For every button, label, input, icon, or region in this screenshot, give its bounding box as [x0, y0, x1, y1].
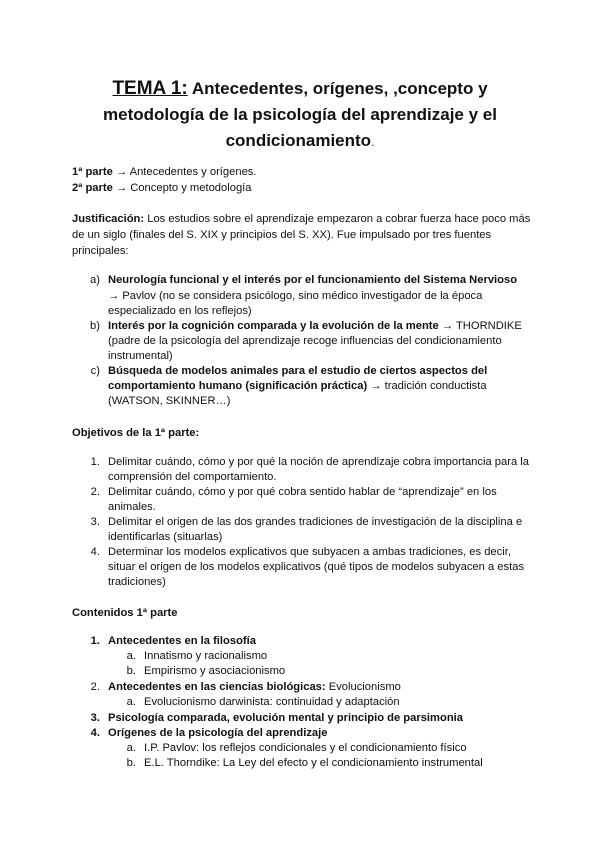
- objective-3-line1: Delimitar el origen de las dos grandes tradiciones de investigación de la disciplina e: [108, 516, 523, 528]
- content-2a-text: Evolucionismo darwinista: continuidad y adaptación: [144, 696, 400, 708]
- justification-text1: Los estudios sobre el aprendizaje empezaron a cobrar fuerza hace poco más: [144, 213, 531, 225]
- content-4-marker: 4.: [90, 727, 100, 739]
- objective-1-line1: Delimitar cuándo, cómo y por qué la noción de aprendizaje cobra importancia para la: [108, 456, 530, 468]
- objective-1-marker: 1.: [90, 456, 100, 468]
- source-c-rest: → tradición conductista: [367, 380, 487, 392]
- part-2-label: 2ª parte: [72, 182, 113, 194]
- title-dot: .: [371, 135, 375, 149]
- source-a-line3: especializado en los reflejos): [108, 305, 252, 317]
- part-1-text: → Antecedentes y orígenes.: [112, 166, 257, 178]
- contents-heading: Contenidos 1ª parte: [72, 607, 178, 619]
- source-c-bold2: comportamiento humano (significación práctica): [108, 380, 368, 392]
- content-2-bold: Antecedentes en las ciencias biológicas:: [108, 681, 326, 693]
- content-2-marker: 2.: [90, 681, 100, 693]
- part-2: [72, 181, 252, 196]
- justification-label: Justificación:: [72, 213, 145, 225]
- content-1b-text: Empirismo y asociacionismo: [144, 665, 286, 677]
- content-4a-text: I.P. Pavlov: los reflejos condicionales y el condicionamiento físico: [144, 742, 467, 754]
- source-a-line2: → Pavlov (no se considera psicólogo, sino médico investigador de la época: [108, 290, 483, 302]
- title-line3: condicionamiento: [225, 131, 372, 150]
- content-2a-marker: a.: [126, 696, 136, 708]
- source-b-line3: instrumental): [108, 350, 173, 362]
- content-4a-marker: a.: [126, 742, 136, 754]
- objective-4-line2: situar el origen de los modelos explicativos (qué tipos de modelos subyacen a estas: [108, 561, 525, 573]
- source-b-line1: [108, 319, 522, 334]
- part-1-label: 1ª parte: [72, 166, 113, 178]
- title-line2: metodología de la psicología del aprendizaje y el: [103, 105, 497, 124]
- objective-2-line1: Delimitar cuándo, cómo y por qué cobra sentido hablar de “aprendizaje” en los: [108, 486, 497, 498]
- source-c-marker: c): [90, 365, 100, 377]
- objective-3-marker: 3.: [90, 516, 100, 528]
- source-c-line3: (WATSON, SKINNER…): [108, 395, 231, 407]
- part-2-text: → Concepto y metodología: [112, 182, 252, 194]
- source-b-bold: Interés por la cognición comparada y la evolución de la mente: [108, 320, 439, 332]
- objective-3-line2: identificarlas (situarlas): [108, 531, 223, 543]
- source-a-marker: a): [90, 274, 100, 286]
- objective-4-line3: tradiciones): [108, 576, 166, 588]
- source-a-line1: Neurología funcional y el interés por el funcionamiento del Sistema Nervioso: [108, 274, 518, 286]
- content-2-title: [108, 680, 401, 695]
- source-b-line2: (padre de la psicología del aprendizaje recoge influencias del condicionamiento: [108, 335, 502, 347]
- title-line1: Antecedentes, orígenes, ,concepto y: [187, 79, 488, 98]
- justification-line3: principales:: [72, 245, 129, 257]
- content-1a-marker: a.: [126, 650, 136, 662]
- content-4-title: Orígenes de la psicología del aprendizaje: [108, 727, 328, 739]
- objective-4-line1: Determinar los modelos explicativos que subyacen a ambas tradiciones, es decir,: [108, 546, 511, 558]
- part-1: [72, 165, 257, 180]
- content-1b-marker: b.: [126, 665, 136, 677]
- objective-2-marker: 2.: [90, 486, 100, 498]
- objective-4-marker: 4.: [90, 546, 100, 558]
- source-c-line1: Búsqueda de modelos animales para el estudio de ciertos aspectos del: [108, 365, 488, 377]
- justification-line2: de un siglo (finales del S. XIX y principios del S. XX). Fue impulsado por tres fuentes: [72, 229, 492, 241]
- source-b-rest: → THORNDIKE: [438, 320, 522, 332]
- objective-2-line2: animales.: [108, 501, 156, 513]
- content-1-title: Antecedentes en la filosofía: [108, 635, 256, 647]
- document-title: [60, 76, 540, 155]
- content-3-title: Psicología comparada, evolución mental y principio de parsimonia: [108, 712, 463, 724]
- content-1a-text: Innatismo y racionalismo: [144, 650, 268, 662]
- justification-line1: [72, 212, 530, 227]
- content-3-marker: 3.: [90, 712, 100, 724]
- content-4b-text: E.L. Thorndike: La Ley del efecto y el condicionamiento instrumental: [144, 757, 483, 769]
- objectives-heading: Objetivos de la 1ª parte:: [72, 427, 200, 439]
- content-4b-marker: b.: [126, 757, 136, 769]
- source-c-line2: [108, 379, 487, 394]
- content-2-rest: Evolucionismo: [325, 681, 401, 693]
- source-b-marker: b): [90, 320, 100, 332]
- content-1-marker: 1.: [90, 635, 100, 647]
- objective-1-line2: comprensión del comportamiento.: [108, 471, 277, 483]
- title-tema: TEMA 1:: [112, 78, 188, 99]
